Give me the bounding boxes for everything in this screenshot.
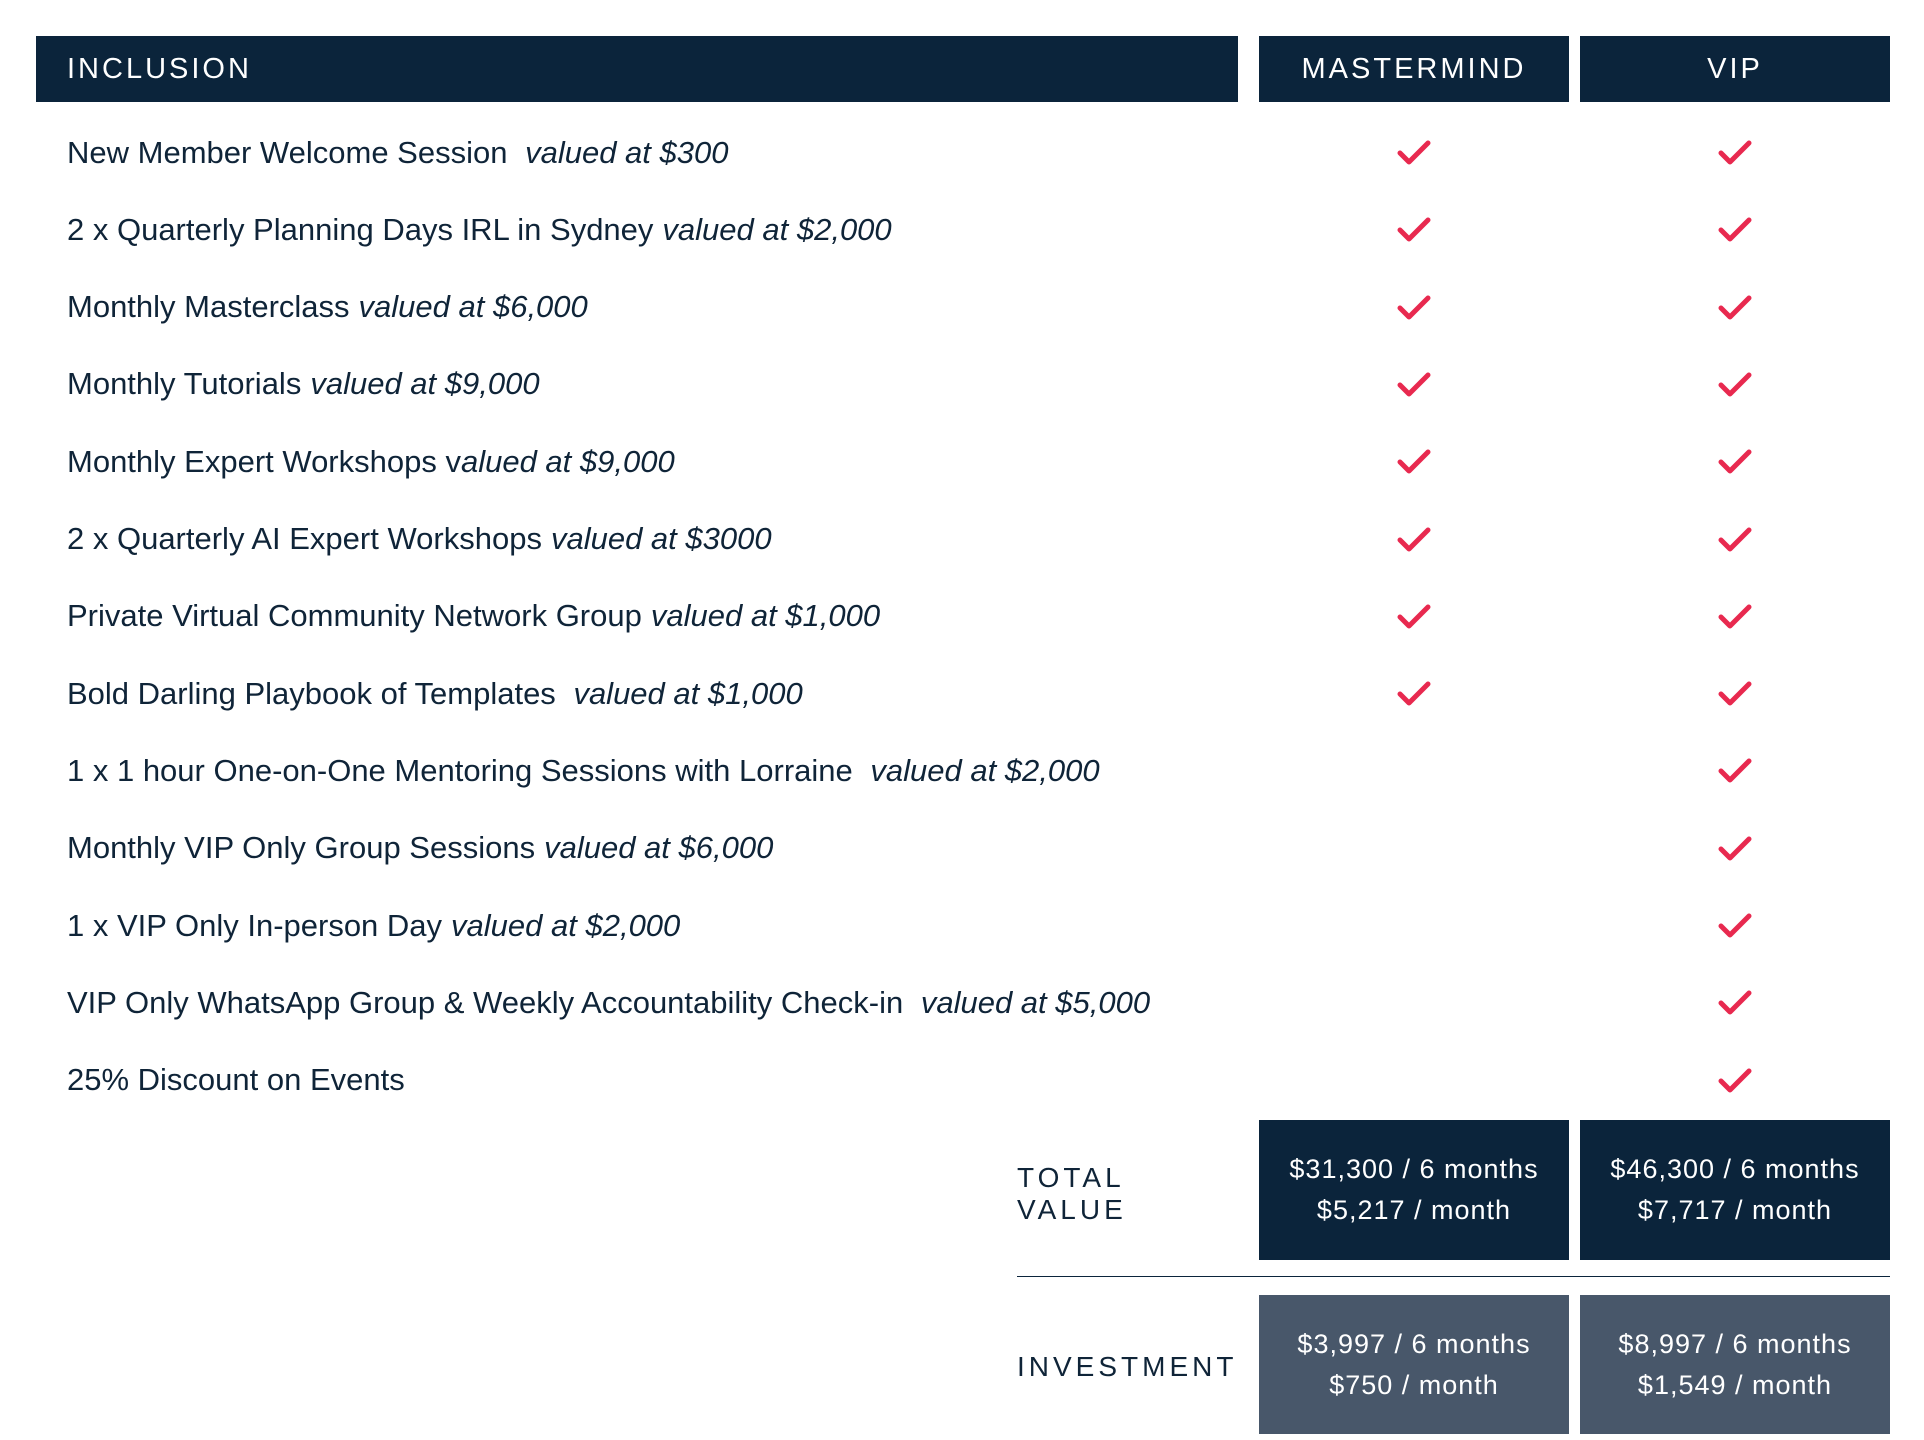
mastermind-total-6-months: $31,300 / 6 months: [1289, 1154, 1539, 1184]
inclusion-row: [0, 501, 1924, 578]
inclusion-row: [0, 269, 1924, 346]
inclusion-row: [0, 1042, 1924, 1119]
vip-check-icon: [1718, 215, 1752, 245]
mastermind-total-monthly: $5,217 / month: [1316, 1195, 1512, 1225]
inclusion-value: valued at $6,000: [544, 830, 774, 866]
inclusion-row: [0, 887, 1924, 964]
inclusion-text: [67, 810, 773, 887]
inclusion-text: [67, 191, 892, 268]
inclusion-label: Monthly Expert Workshops v: [67, 443, 461, 479]
vip-investment-6-months: $8,997 / 6 months: [1618, 1328, 1852, 1359]
mastermind-check-icon: [1397, 370, 1431, 400]
vip-check-icon: [1718, 525, 1752, 555]
inclusion-value: valued at $5,000: [920, 984, 1151, 1020]
total-value-label-line1: TOTAL: [1017, 1162, 1125, 1193]
inclusion-label: 2 x Quarterly Planning Days IRL in Sydney: [67, 211, 654, 247]
vip-check-icon: [1718, 370, 1752, 400]
inclusion-text: [67, 964, 1150, 1041]
inclusion-label: 2 x Quarterly AI Expert Workshops: [67, 521, 542, 556]
inclusion-text: [67, 114, 728, 191]
inclusion-label: VIP Only WhatsApp Group & Weekly Accountability Check-in: [67, 984, 912, 1020]
inclusion-value: valued at $3000: [550, 521, 772, 556]
mastermind-investment-monthly: $750 / month: [1329, 1369, 1499, 1400]
inclusion-value: valued at $300: [525, 134, 729, 170]
inclusion-value: alued at $9,000: [460, 443, 675, 479]
inclusion-text: [67, 887, 680, 964]
inclusion-label: New Member Welcome Session: [67, 134, 517, 170]
inclusion-value: valued at $9,000: [310, 366, 540, 402]
investment-label: INVESTMENT: [1017, 1351, 1238, 1382]
vip-check-icon: [1718, 293, 1752, 323]
inclusion-row: [0, 114, 1924, 191]
inclusion-row: [0, 191, 1924, 268]
inclusion-label: Bold Darling Playbook of Templates: [67, 675, 565, 711]
mastermind-check-icon: [1397, 138, 1431, 168]
inclusion-label: Monthly Tutorials: [67, 366, 302, 402]
inclusion-text: [67, 346, 540, 423]
vip-header: VIP: [1580, 36, 1890, 102]
inclusion-text: [67, 578, 880, 655]
inclusion-value: valued at $2,000: [662, 211, 892, 247]
inclusion-text: [67, 732, 1100, 809]
inclusion-header: INCLUSION: [36, 36, 1238, 102]
mastermind-check-icon: [1397, 215, 1431, 245]
inclusion-row: [0, 964, 1924, 1041]
mastermind-check-icon: [1397, 525, 1431, 555]
inclusion-label: Monthly Masterclass: [67, 289, 350, 325]
mastermind-total-value: [1259, 1120, 1569, 1260]
inclusion-value: valued at $1,000: [650, 598, 881, 634]
inclusion-label: Monthly VIP Only Group Sessions: [67, 830, 536, 866]
inclusion-row: [0, 810, 1924, 887]
vip-check-icon: [1718, 602, 1752, 632]
total-value-label-line2: VALUE: [1017, 1194, 1127, 1225]
vip-check-icon: [1718, 911, 1752, 941]
inclusion-text: [67, 1042, 405, 1119]
vip-investment: [1580, 1295, 1890, 1434]
inclusion-label: Private Virtual Community Network Group: [67, 598, 642, 634]
mastermind-header: MASTERMIND: [1259, 36, 1569, 102]
inclusion-value: valued at $1,000: [573, 675, 803, 711]
mastermind-check-icon: [1397, 602, 1431, 632]
inclusion-row: [0, 655, 1924, 732]
summary-divider: [1017, 1276, 1890, 1277]
inclusion-row: [0, 346, 1924, 423]
inclusion-text: [67, 501, 772, 578]
inclusion-row: [0, 578, 1924, 655]
inclusion-value: valued at $2,000: [451, 907, 681, 943]
inclusion-row: [0, 732, 1924, 809]
vip-check-icon: [1718, 988, 1752, 1018]
vip-investment-monthly: $1,549 / month: [1637, 1369, 1833, 1400]
vip-check-icon: [1718, 834, 1752, 864]
mastermind-check-icon: [1397, 293, 1431, 323]
vip-total-value: [1580, 1120, 1890, 1260]
mastermind-investment-6-months: $3,997 / 6 months: [1297, 1328, 1531, 1359]
vip-check-icon: [1718, 447, 1752, 477]
inclusion-label: 25% Discount on Events: [67, 1062, 405, 1098]
mastermind-check-icon: [1397, 447, 1431, 477]
inclusion-text: [67, 655, 803, 732]
vip-check-icon: [1718, 756, 1752, 786]
inclusion-row: [0, 423, 1924, 500]
vip-check-icon: [1718, 138, 1752, 168]
inclusion-text: [67, 269, 588, 346]
inclusion-value: valued at $6,000: [358, 289, 588, 325]
mastermind-investment: [1259, 1295, 1569, 1434]
vip-check-icon: [1718, 679, 1752, 709]
inclusion-value: valued at $2,000: [870, 752, 1100, 788]
vip-total-monthly: $7,717 / month: [1637, 1195, 1833, 1225]
vip-check-icon: [1718, 1066, 1752, 1096]
inclusion-text: [67, 423, 675, 500]
total-value-label: [1017, 1162, 1127, 1226]
inclusion-label: 1 x VIP Only In-person Day: [67, 907, 443, 943]
inclusion-label: 1 x 1 hour One-on-One Mentoring Sessions with Lorraine: [67, 752, 862, 788]
mastermind-check-icon: [1397, 679, 1431, 709]
vip-total-6-months: $46,300 / 6 months: [1610, 1154, 1860, 1184]
